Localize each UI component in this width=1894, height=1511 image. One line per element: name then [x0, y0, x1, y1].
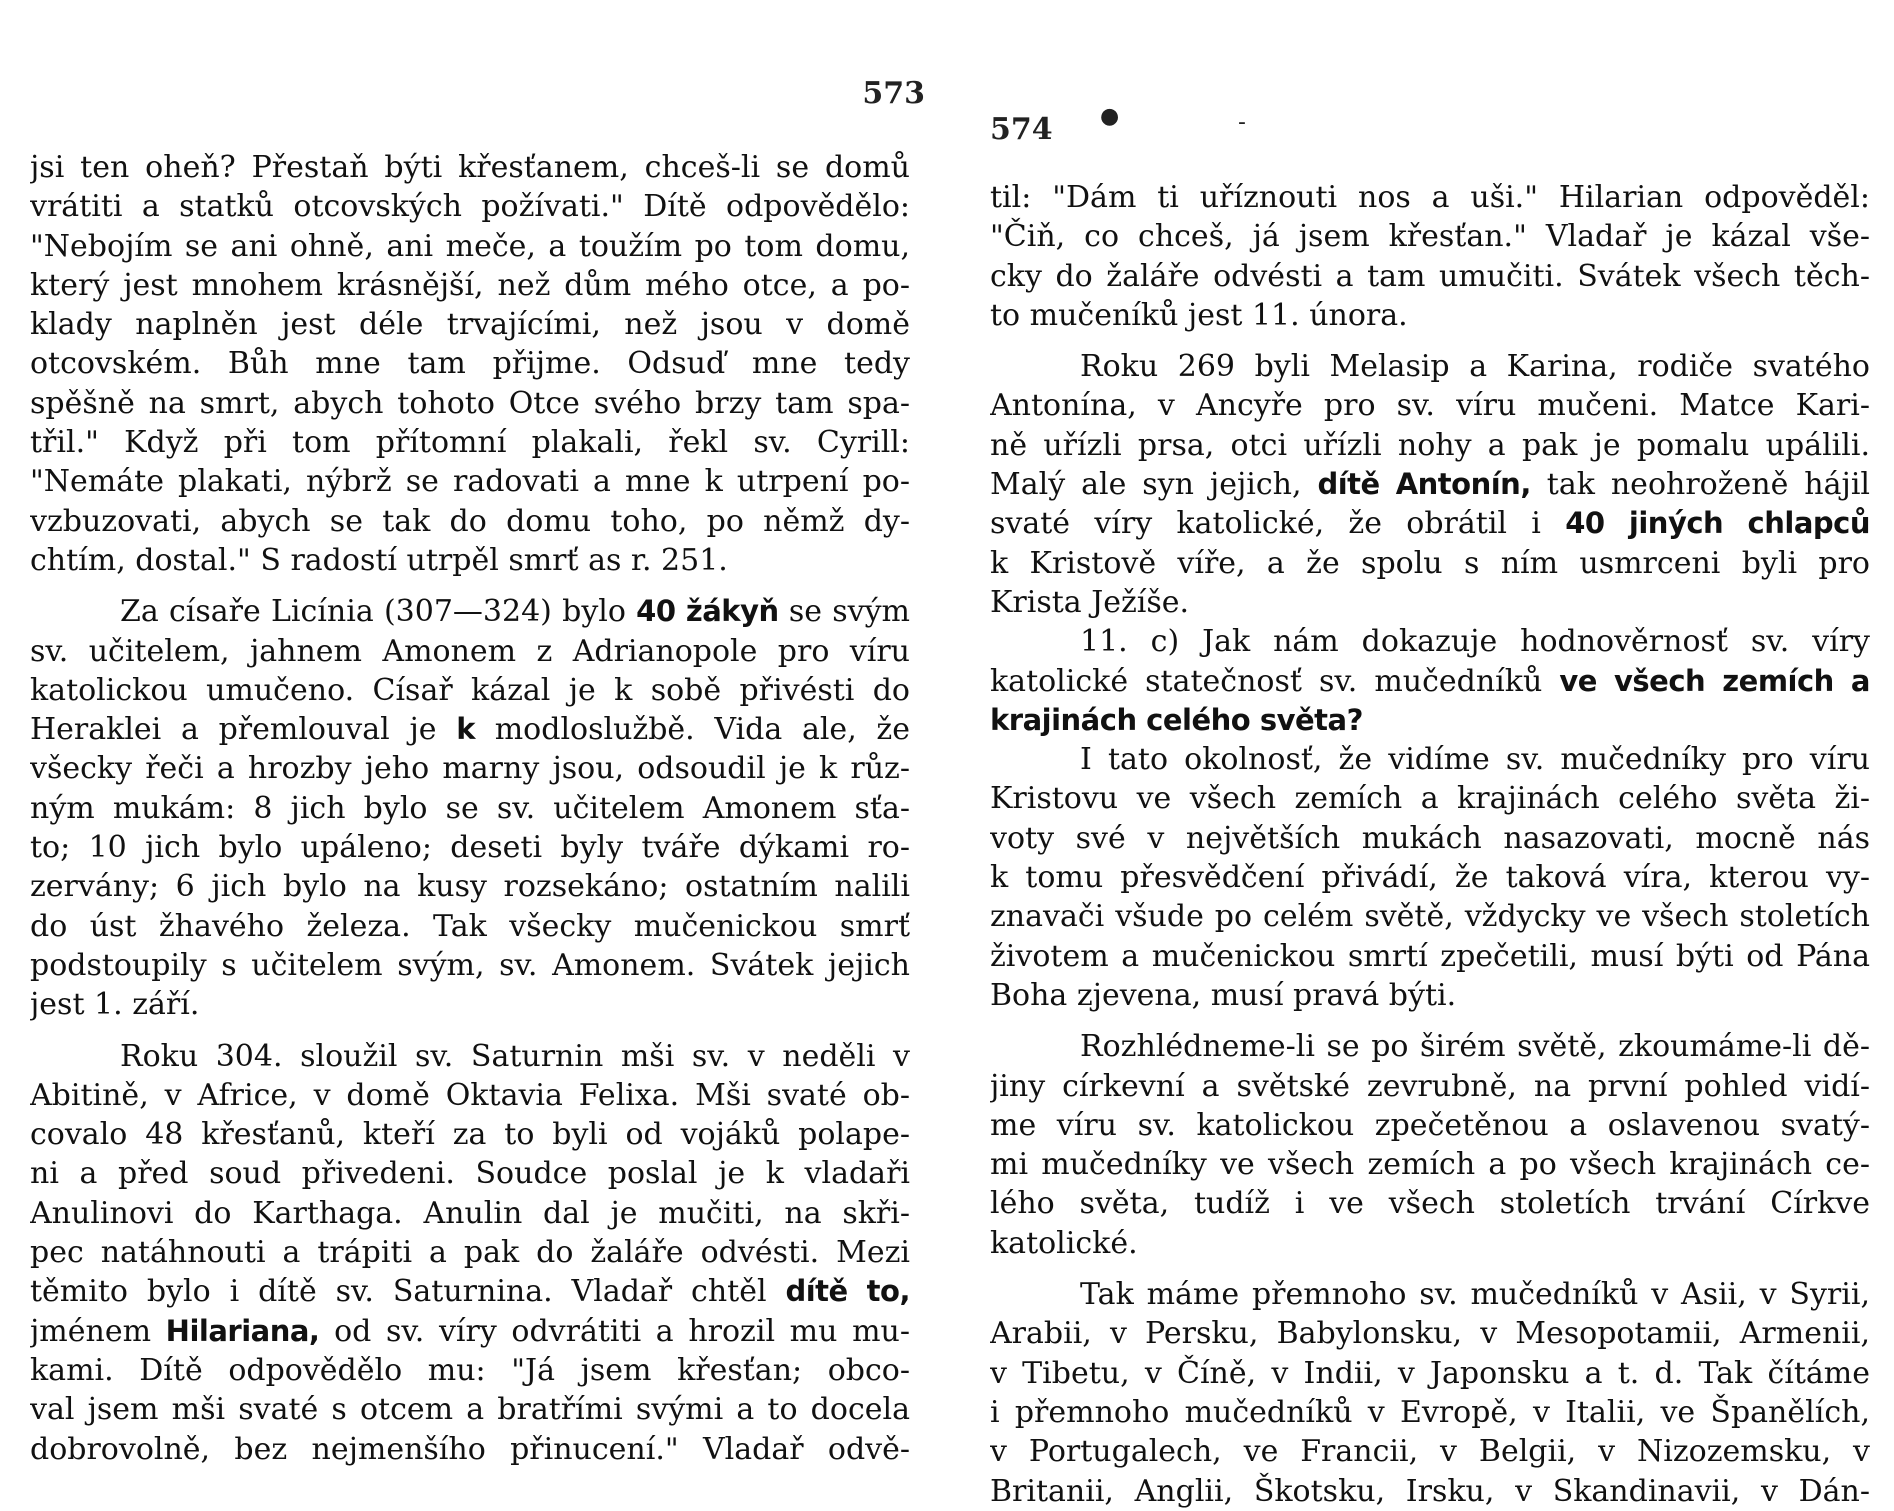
text-line: v Tibetu, v Číně, v Indii, v Japonsku a t. d. Tak čítáme	[990, 1355, 1870, 1391]
text-line: i přemnoho mučedníků v Evropě, v Italii, ve Španělích,	[990, 1394, 1870, 1430]
text-line: sv. učitelem, jahnem Amonem z Adrianopole pro víru	[30, 633, 910, 669]
text-line: to; 10 jich bylo upáleno; deseti byly tváře dýkami ro-	[30, 830, 910, 866]
text-line: do úst žhavého železa. Tak všecky mučenickou smrť	[30, 908, 910, 944]
text-line: třil." Když při tom přítomní plakali, řekl sv. Cyrill:	[30, 425, 910, 461]
bold-phrase: ve všech zemích a	[1559, 663, 1870, 698]
text-line: Arabii, v Persku, Babylonsku, v Mesopotamii, Armenii,	[990, 1316, 1870, 1352]
text-line: val jsem mši svaté s otcem a bratřími svými a to docela	[30, 1392, 910, 1428]
bold-phrase: Hilariana,	[165, 1313, 320, 1348]
text-line: těmito bylo i dítě sv. Saturnina. Vladař chtěl dítě to,	[30, 1274, 910, 1310]
text-line: cky do žaláře odvésti a tam umučiti. Svátek všech těch-	[990, 258, 1870, 294]
text-line: Heraklei a přemlouval je k modloslužbě. Vida ale, že	[30, 712, 910, 748]
text-line: který jest mnohem krásnější, než dům mého otce, a po-	[30, 267, 910, 303]
text-line: I tato okolnosť, že vidíme sv. mučedníky pro víru	[1080, 742, 1870, 778]
text-line: Abitině, v Africe, v domě Oktavia Felixa. Mši svaté ob-	[30, 1077, 910, 1113]
text-line: klady naplněn jest déle trvajícími, než jsou v domě	[30, 307, 910, 343]
text-line: životem a mučenickou smrtí zpečetili, musí býti od Pána	[990, 938, 1870, 974]
text-line: covalo 48 křesťanů, kteří za to byli od vojáků polape-	[30, 1117, 910, 1153]
text-line: Roku 269 byli Melasip a Karina, rodiče svatého	[1080, 349, 1870, 385]
text-line: Roku 304. sloužil sv. Saturnin mši sv. v neděli v	[120, 1038, 910, 1074]
print-speck: -	[1238, 110, 1246, 135]
text-line: kami. Dítě odpovědělo mu: "Já jsem křesťan; obco-	[30, 1352, 910, 1388]
text-line: mi mučedníky ve všech zemích a po všech krajinách ce-	[990, 1147, 1870, 1183]
text-line: podstoupily s učitelem svým, sv. Amonem. Svátek jejich	[30, 947, 910, 983]
text-line: katolickou umučeno. Císař kázal je k sobě přivésti do	[30, 672, 910, 708]
text-line: spěšně na smrt, abych tohoto Otce svého brzy tam spa-	[30, 385, 910, 421]
bold-phrase: krajinách celého světa?	[990, 702, 1363, 737]
text-line: Krista Ježíše.	[990, 584, 1190, 620]
text-line: jiny církevní a světské zevrubně, na první pohled vidí-	[990, 1068, 1870, 1104]
page-number: 573	[862, 76, 925, 111]
text-line: Za císaře Licínia (307—324) bylo 40 žákyň se svým	[120, 594, 910, 630]
text-line: dobrovolně, bez nejmenšího přinucení." Vladař odvě-	[30, 1431, 910, 1467]
bold-phrase: 40 žákyň	[636, 594, 779, 629]
bold-phrase: dítě Antonín,	[1317, 467, 1531, 502]
text-line: til: "Dám ti uříznouti nos a uši." Hilarian odpověděl:	[990, 180, 1870, 215]
page-text	[30, 148, 910, 1469]
text-line: katolické.	[990, 1225, 1138, 1261]
text-line: svaté víry katolické, že obrátil i 40 jiných chlapců	[990, 506, 1870, 542]
text-line: Kristovu ve všech zemích a krajinách celého světa ži-	[990, 781, 1870, 817]
page-text	[990, 178, 1870, 1511]
text-line: jménem Hilariana, od sv. víry odvrátiti a hrozil mu mu-	[30, 1313, 910, 1349]
text-line: Britanii, Anglii, Škotsku, Irsku, v Skandinavii, v Dán-	[990, 1473, 1870, 1509]
text-line: k tomu přesvědčení přivádí, že taková víra, kterou vy-	[990, 860, 1870, 896]
text-line: všecky řeči a hrozby jeho marny jsou, odsoudil je k růz-	[30, 751, 910, 787]
text-line: to mučeníků jest 11. února.	[990, 297, 1408, 333]
section-heading-line	[990, 701, 1870, 740]
text-line: chtím, dostal." S radostí utrpěl smrť as r. 251.	[30, 542, 728, 578]
text-line: vrátiti a statků otcovských požívati." Dítě odpovědělo:	[30, 189, 910, 225]
text-line: Rozhlédneme-li se po širém světě, zkoumáme-li dě-	[1080, 1029, 1870, 1065]
page-number: 574	[990, 112, 1053, 147]
text-line: voty své v největších mukách nasazovati, mocně nás	[990, 820, 1870, 856]
text-line: "Nemáte plakati, nýbrž se radovati a mne k utrpení po-	[30, 464, 910, 500]
text-line: jest 1. září.	[30, 987, 200, 1023]
text-line: znavači všude po celém světě, vždycky ve všech stoletích	[990, 899, 1870, 935]
text-line: Boha zjevena, musí pravá býti.	[990, 977, 1457, 1013]
text-line: vzbuzovati, abych se tak do domu toho, po němž dy-	[30, 503, 910, 539]
left-page	[30, 0, 925, 1500]
text-line: ně uřízli prsa, otci uřízli nohy a pak je pomalu upálili.	[990, 427, 1870, 463]
text-line: "Nebojím se ani ohně, ani meče, a toužím po tom domu,	[30, 228, 910, 264]
text-line: ni a před soud přivedeni. Soudce poslal je k vladaři	[30, 1156, 910, 1192]
text-line: jsi ten oheň? Přestaň býti křesťanem, chceš-li se domů	[30, 150, 910, 185]
text-line: otcovském. Bůh mne tam přijme. Odsuď mne tedy	[30, 346, 910, 382]
right-page	[990, 0, 1870, 1509]
text-line: k Kristově víře, a že spolu s ním usmrceni byli pro	[990, 545, 1870, 581]
print-speck: ●	[1100, 104, 1120, 129]
text-line: Malý ale syn jejich, dítě Antonín, tak neohroženě hájil	[990, 467, 1870, 503]
text-line: pec natáhnouti a trápiti a pak do žaláře odvésti. Mezi	[30, 1235, 910, 1271]
text-line: zervány; 6 jich bylo na kusy rozsekáno; ostatním nalili	[30, 869, 910, 905]
bold-phrase: 40 jiných chlapců	[1565, 506, 1870, 541]
text-line: Tak máme přemnoho sv. mučedníků v Asii, v Syrii,	[1080, 1277, 1870, 1313]
bold-phrase: k	[456, 712, 476, 747]
text-line: Anulinovi do Karthaga. Anulin dal je mučiti, na skři-	[30, 1195, 910, 1231]
bold-phrase: dítě to,	[785, 1274, 910, 1309]
text-line: me víru sv. katolickou zpečetěnou a oslavenou svatý-	[990, 1107, 1870, 1143]
text-line: v Portugalech, ve Francii, v Belgii, v Nizozemsku, v	[990, 1434, 1870, 1470]
text-line: Antonína, v Ancyře pro sv. víru mučeni. Matce Kari-	[990, 388, 1870, 424]
section-heading-line: katolické statečnosť sv. mučedníků ve všech zemích a	[990, 663, 1870, 699]
text-line: ným mukám: 8 jich bylo se sv. učitelem Amonem sťa-	[30, 790, 910, 826]
text-line: lého světa, tudíž i ve všech stoletích trvání Církve	[990, 1186, 1870, 1222]
section-heading-line: 11. c) Jak nám dokazuje hodnověrnosť sv. víry	[1080, 624, 1870, 660]
text-line: "Čiň, co chceš, já jsem křesťan." Vladař je kázal vše-	[990, 219, 1870, 255]
